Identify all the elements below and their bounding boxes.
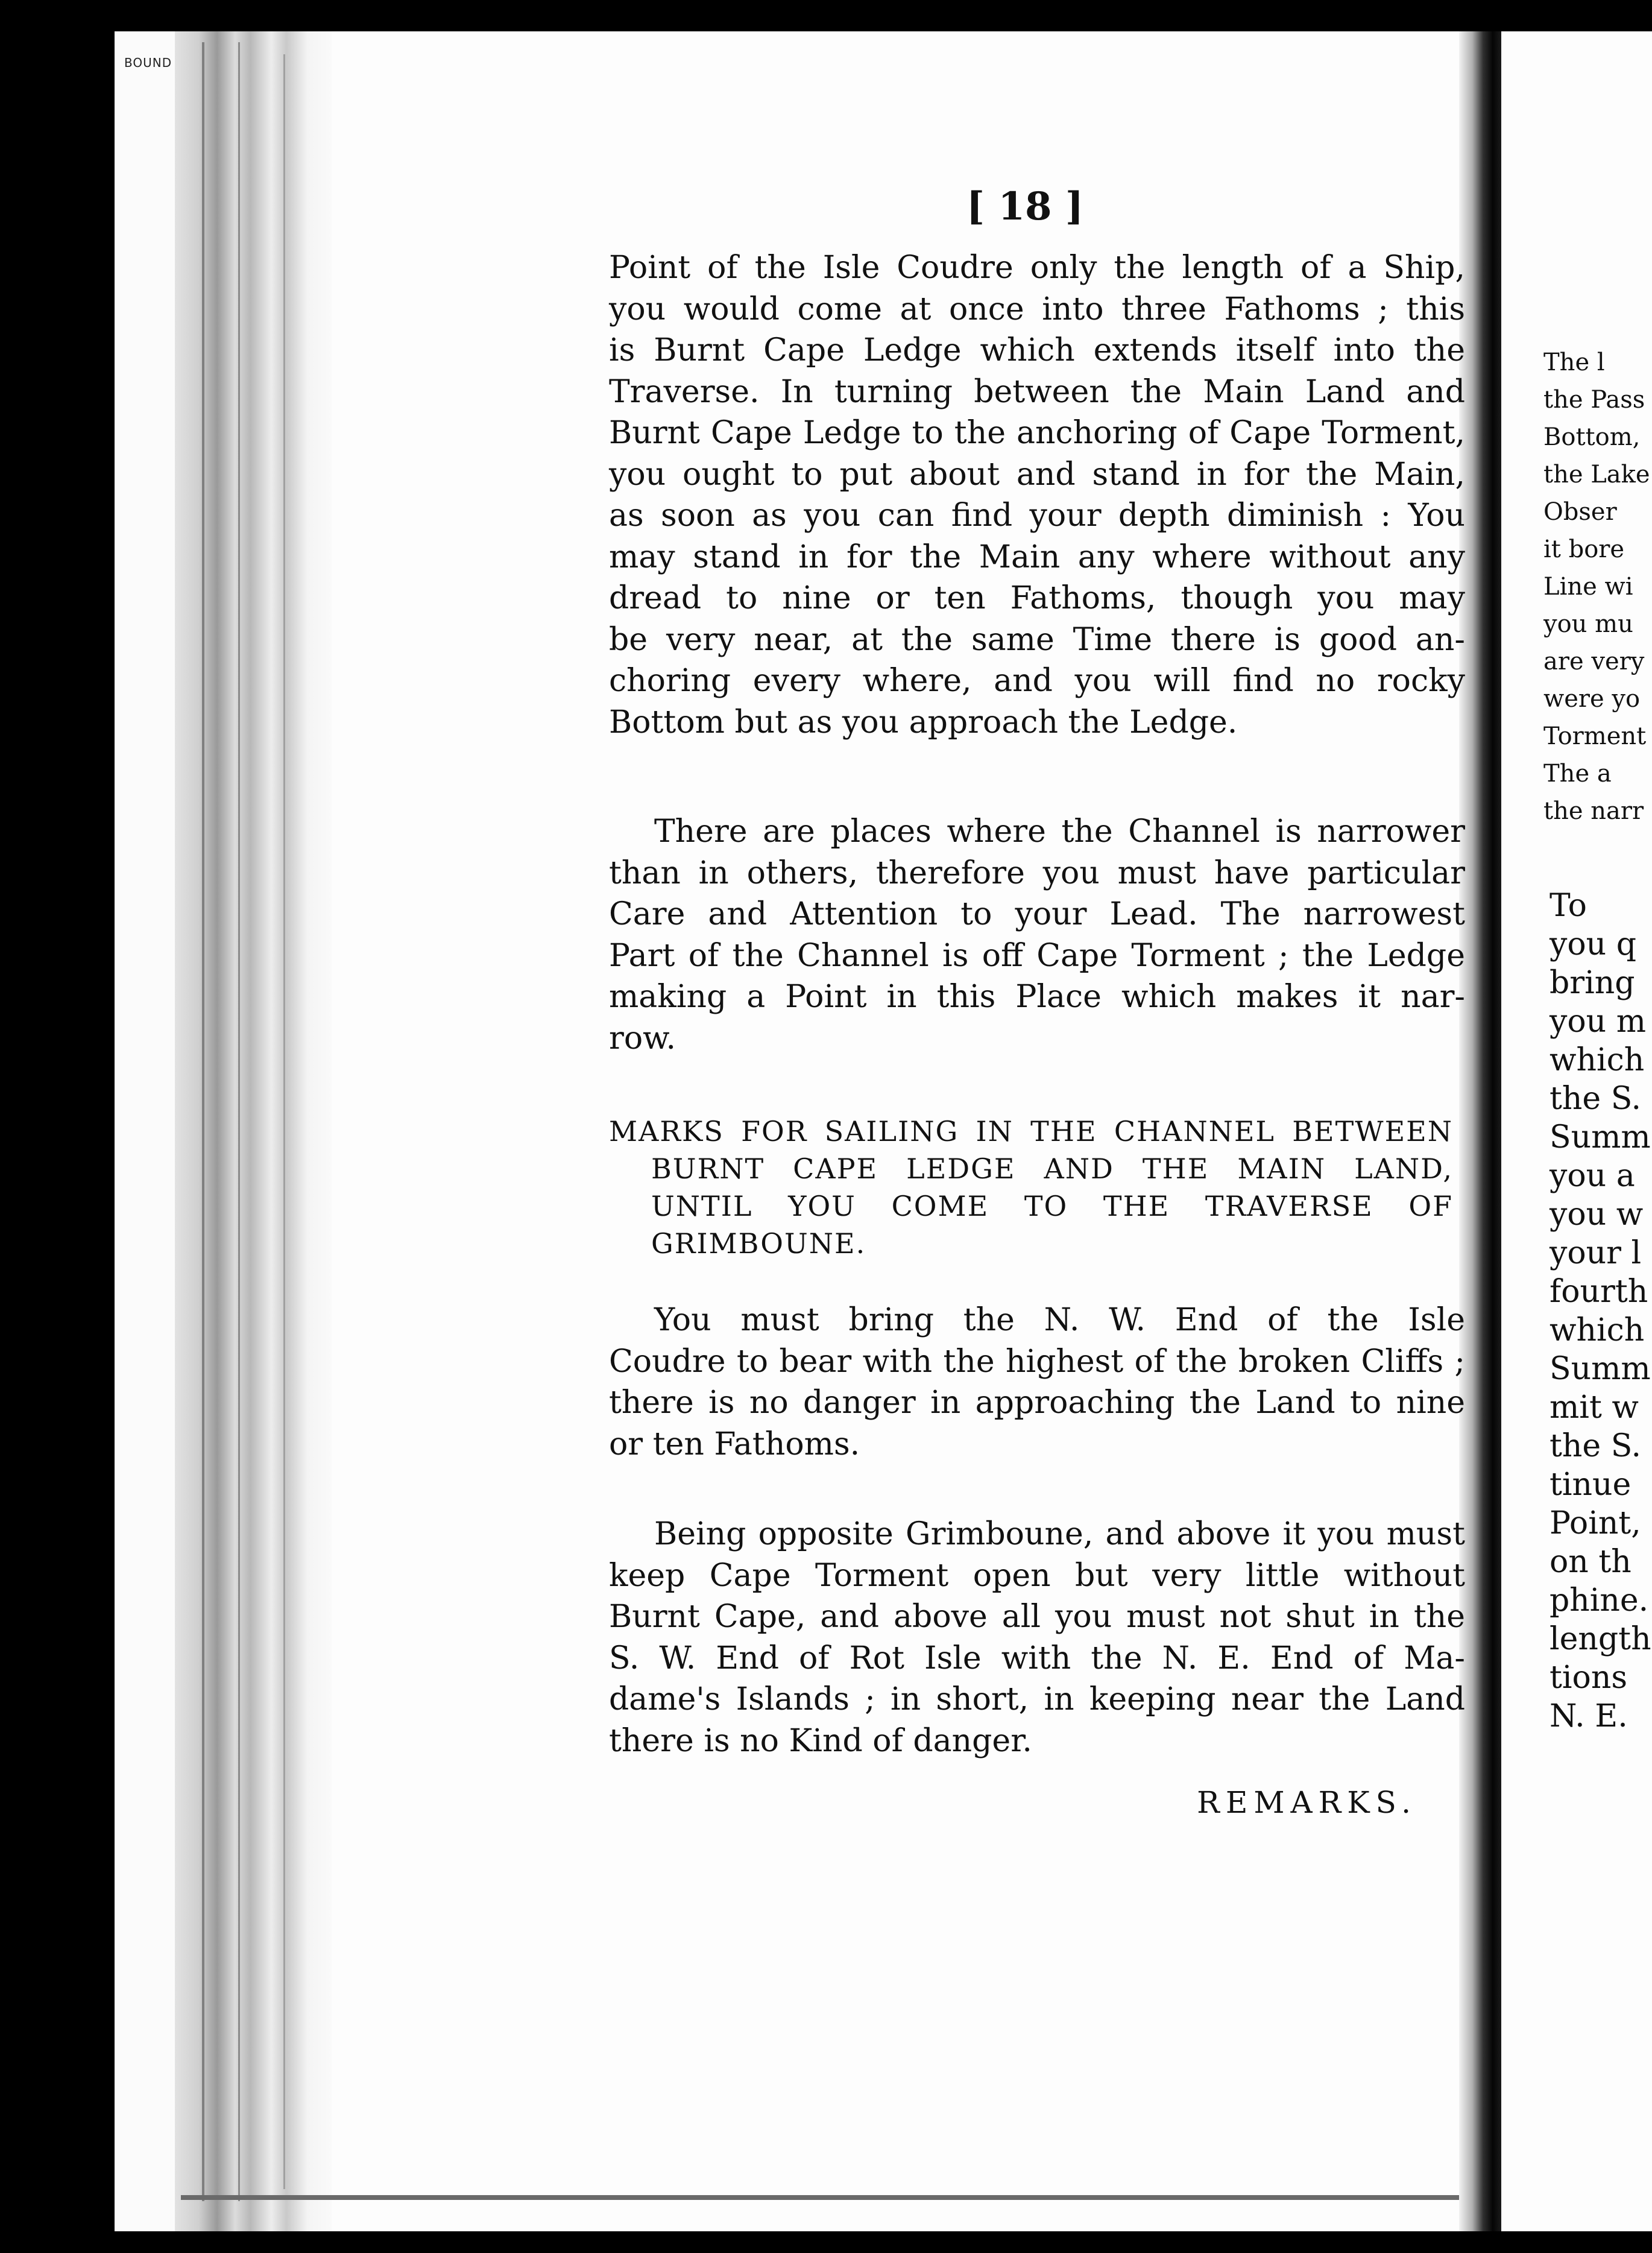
text-line: the S. — [1550, 1428, 1641, 1464]
text-line: choring every where, and you will find no rocky — [609, 663, 1465, 699]
text-line: S. W. End of Rot Isle with the N. E. End of Ma- — [609, 1640, 1465, 1676]
text-line: there is no danger in approaching the Land to nine — [609, 1385, 1465, 1421]
text-line: or ten Fathoms. — [609, 1426, 860, 1462]
text-line: Part of the Channel is off Cape Torment ; the Ledge — [609, 937, 1465, 974]
text-line: row. — [609, 1020, 676, 1057]
text-line: is Burnt Cape Ledge which extends itself into the — [609, 332, 1465, 368]
heading-line: BURNT CAPE LEDGE AND THE MAIN LAND, — [651, 1152, 1453, 1185]
text-line: dame's Islands ; in short, in keeping near the Land — [609, 1681, 1465, 1717]
text-line: you mu — [1543, 610, 1633, 638]
text-line: it bore — [1543, 536, 1625, 563]
text-line: the S. — [1550, 1081, 1641, 1117]
text-line: Summ — [1550, 1351, 1651, 1387]
text-line: Point of the Isle Coudre only the length of a Ship, — [609, 250, 1465, 286]
text-line: phine. — [1550, 1582, 1649, 1619]
page-edge-line — [238, 42, 240, 2201]
text-line: mit w — [1550, 1389, 1639, 1426]
text-line: you m — [1550, 1003, 1647, 1040]
paragraph-3 — [609, 1300, 1465, 1465]
text-line: the Pass — [1543, 386, 1645, 414]
scan-border-bottom — [0, 2231, 1652, 2253]
text-line: than in others, therefore you must have particular — [609, 855, 1465, 891]
text-line: Coudre to bear with the highest of the broken Cliffs ; — [609, 1343, 1465, 1380]
scan-border-left — [0, 0, 115, 2253]
right-page-bottom-text — [1550, 886, 1651, 1736]
text-line: keep Cape Torment open but very little without — [609, 1557, 1465, 1594]
text-line: The a — [1543, 760, 1612, 788]
text-line: you would come at once into three Fathoms ; this — [609, 291, 1465, 327]
paragraph-1 — [609, 247, 1465, 743]
text-line: Obser — [1543, 498, 1617, 526]
strip-label: BOUND — [124, 55, 172, 70]
text-line: Torment — [1543, 722, 1647, 750]
text-line: Point, — [1550, 1505, 1641, 1541]
text-line: Traverse. In turning between the Main Land and — [609, 373, 1465, 410]
text-line: Burnt Cape, and above all you must not shut in the — [609, 1599, 1465, 1635]
text-line: may stand in for the Main any where without any — [609, 539, 1465, 575]
scan-border-top — [0, 0, 1652, 31]
text-line: bring — [1550, 965, 1635, 1001]
text-line: dread to nine or ten Fathoms, though you may — [609, 580, 1465, 616]
text-line: Burnt Cape Ledge to the anchoring of Cape Torment, — [609, 415, 1465, 451]
text-line: Bottom, — [1543, 423, 1641, 451]
text-line: N. E. — [1550, 1698, 1628, 1734]
text-line: You must bring the N. W. End of the Isle — [654, 1302, 1465, 1338]
text-line: you q — [1550, 926, 1636, 962]
text-line: making a Point in this Place which makes it nar- — [609, 979, 1465, 1015]
text-line: The l — [1543, 349, 1605, 376]
text-line: length — [1550, 1621, 1651, 1657]
text-line: which — [1550, 1312, 1645, 1348]
catchword: REMARKS. — [1197, 1785, 1417, 1820]
text-line: which — [1550, 1042, 1645, 1078]
section-heading — [609, 1113, 1453, 1262]
page-edge-line — [202, 42, 204, 2201]
text-line: Care and Attention to your Lead. The narrowest — [609, 896, 1465, 932]
left-margin-strip — [115, 31, 175, 2231]
book-page-edges — [175, 31, 332, 2231]
page-bottom-edge — [181, 2195, 1471, 2200]
text-line: tinue — [1550, 1467, 1632, 1503]
page-number: [ 18 ] — [966, 184, 1084, 229]
text-line: you w — [1550, 1196, 1644, 1233]
text-line: To — [1550, 888, 1587, 924]
text-line: were yo — [1543, 685, 1641, 713]
text-line: There are places where the Channel is narrower — [654, 814, 1465, 850]
text-line: you a — [1550, 1158, 1635, 1194]
text-line: the Lake — [1543, 461, 1650, 488]
text-line: your l — [1550, 1235, 1642, 1271]
text-line: fourth — [1550, 1274, 1648, 1310]
text-line: Line wi — [1543, 573, 1633, 601]
text-line: Bottom but as you approach the Ledge. — [609, 704, 1238, 741]
book-gutter — [1459, 31, 1501, 2231]
heading-line: MARKS FOR SAILING IN THE CHANNEL BETWEEN — [609, 1115, 1453, 1148]
text-line: Being opposite Grimboune, and above it you must — [654, 1516, 1465, 1552]
text-line: the narr — [1543, 797, 1644, 825]
text-line: tions — [1550, 1660, 1628, 1696]
text-line: are very — [1543, 648, 1645, 675]
text-line: you ought to put about and stand in for the Main, — [609, 456, 1465, 493]
text-line: as soon as you can find your depth diminish : You — [609, 498, 1465, 534]
text-line: be very near, at the same Time there is good an- — [609, 621, 1465, 658]
right-page-top-text — [1543, 344, 1650, 830]
page-edge-line — [283, 54, 285, 2189]
heading-line: GRIMBOUNE. — [651, 1227, 866, 1260]
heading-line: UNTIL YOU COME TO THE TRAVERSE OF — [651, 1190, 1453, 1222]
text-line: there is no Kind of danger. — [609, 1722, 1032, 1759]
text-line: Summ — [1550, 1119, 1651, 1155]
paragraph-4 — [609, 1514, 1465, 1762]
text-line: on th — [1550, 1544, 1632, 1580]
paragraph-2 — [609, 811, 1465, 1059]
